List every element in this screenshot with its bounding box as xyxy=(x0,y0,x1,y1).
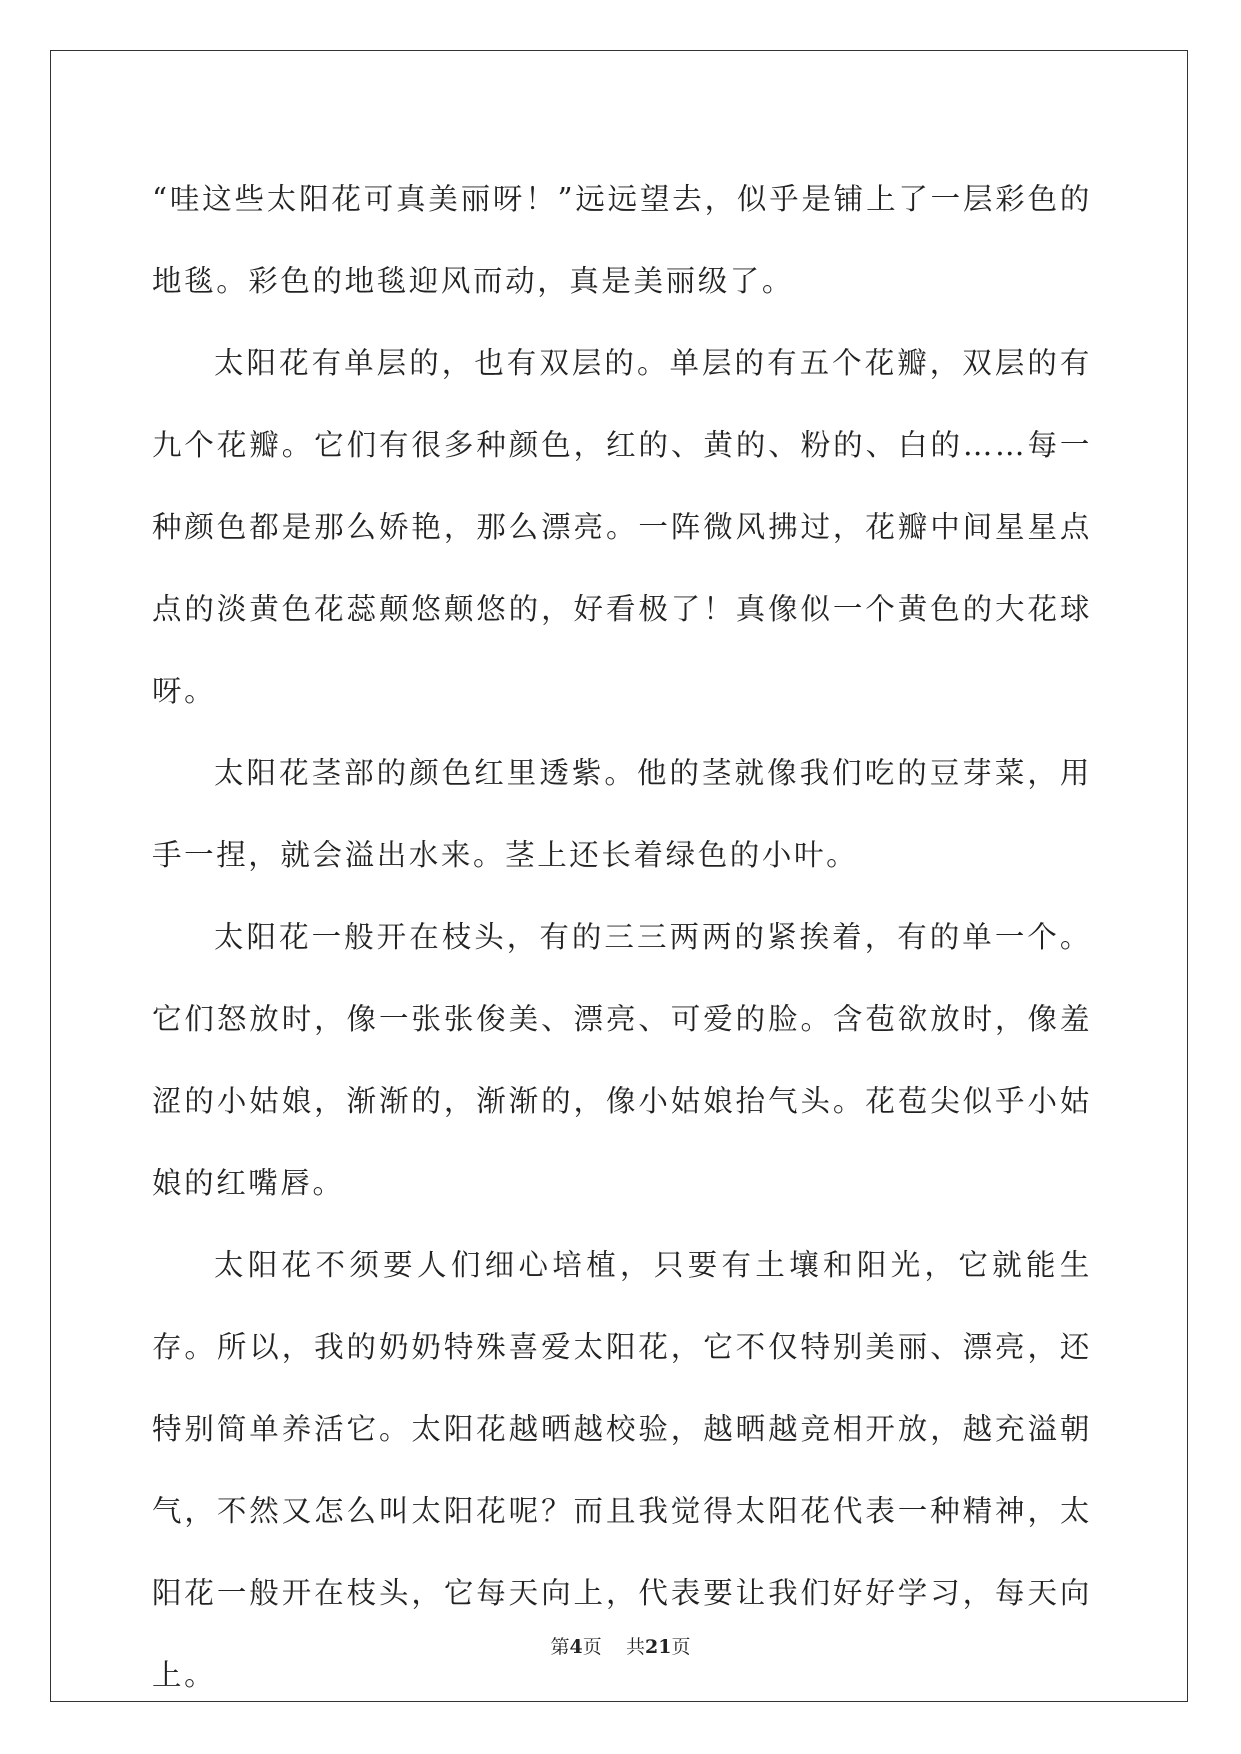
footer-prefix: 第 xyxy=(550,1636,570,1658)
current-page-number: 4 xyxy=(569,1636,583,1658)
paragraph-4: 太阳花一般开在枝头，有的三三两两的紧挨着，有的单一个。它们怒放时，像一张张俊美、漂亮、可爱的脸。含苞欲放时，像羞涩的小姑娘，渐渐的，渐渐的，像小姑娘抬气头。花苞尖似乎小姑娘的红嘴唇。 xyxy=(152,920,1092,1200)
document-body xyxy=(152,158,1092,1716)
total-page-count: 21 xyxy=(644,1636,672,1658)
paragraph-5: 太阳花不须要人们细心培植，只要有土壤和阳光，它就能生存。所以，我的奶奶特殊喜爱太阳花，它不仅特别美丽、漂亮，还特别简单养活它。太阳花越晒越校验，越晒越竞相开放，越充溢朝气，不然又怎么叫太阳花呢？而且我觉得太阳花代表一种精神，太阳花一般开在枝头，它每天向上，代表要让我们好好学习，每天向上。 xyxy=(152,1248,1092,1692)
footer-total-prefix: 共 xyxy=(625,1636,645,1658)
paragraph-2: 太阳花有单层的，也有双层的。单层的有五个花瓣，双层的有九个花瓣。它们有很多种颜色，红的、黄的、粉的、白的……每一种颜色都是那么娇艳，那么漂亮。一阵微风拂过，花瓣中间星星点点的淡黄色花蕊颠悠颠悠的，好看极了！真像似一个黄色的大花球呀。 xyxy=(152,346,1092,708)
paragraph-1: “哇这些太阳花可真美丽呀！”远远望去，似乎是铺上了一层彩色的地毯。彩色的地毯迎风而动，真是美丽级了。 xyxy=(152,182,1092,298)
footer-page-suffix: 页 xyxy=(582,1636,602,1658)
page-footer xyxy=(0,1632,1241,1659)
footer-total-suffix: 页 xyxy=(671,1636,691,1658)
paragraph-3: 太阳花茎部的颜色红里透紫。他的茎就像我们吃的豆芽菜，用手一捏，就会溢出水来。茎上还长着绿色的小叶。 xyxy=(152,756,1092,872)
